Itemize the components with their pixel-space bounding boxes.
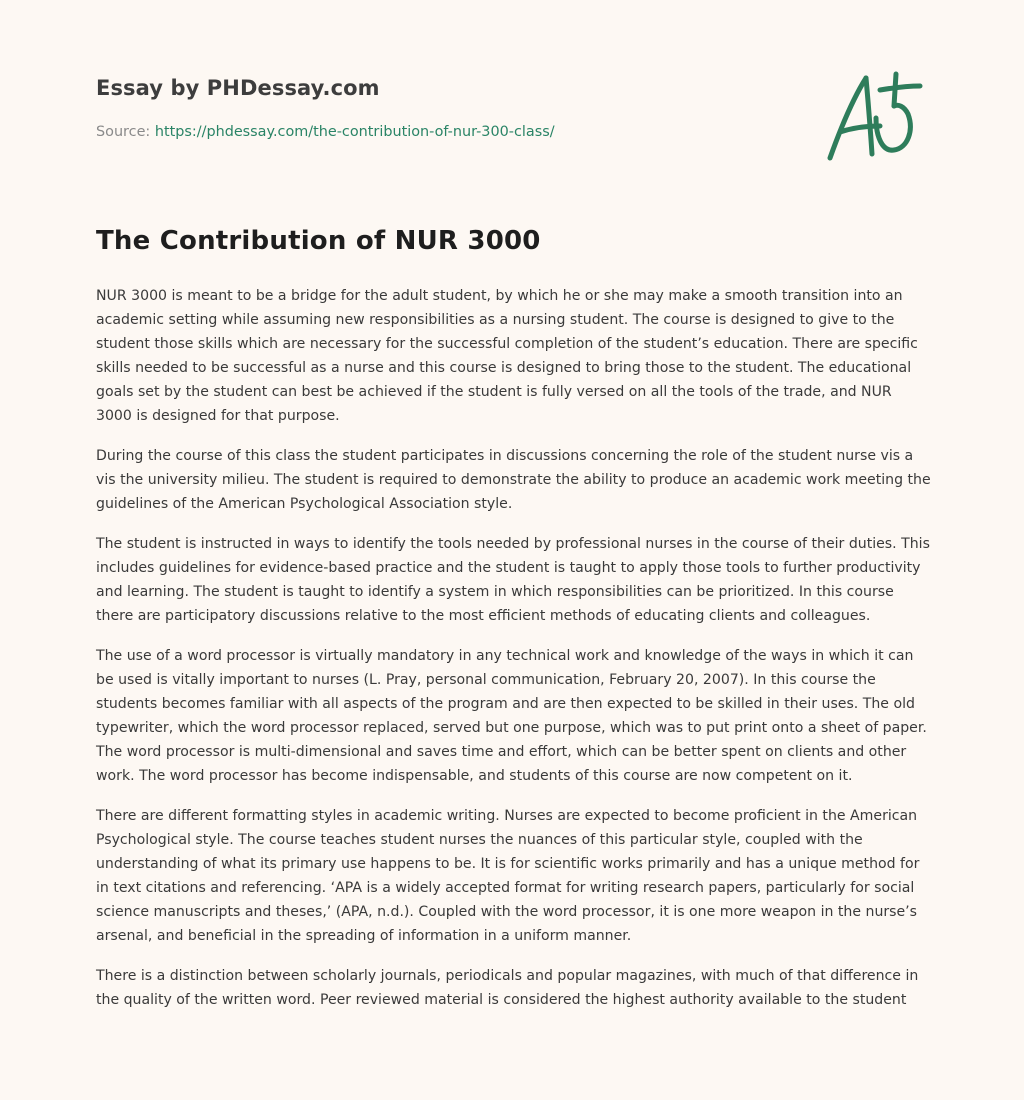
source-line — [96, 124, 555, 140]
paragraph: There is a distinction between scholarly journals, periodicals and popular magazines, with much of that difference in the quality of the written word. Peer reviewed material is considered the highest authority available to the student — [96, 968, 919, 1008]
paragraph: The student is instructed in ways to identify the tools needed by professional nurses in the course of their duties. This includes guidelines for evidence-based practice and the student is taught to apply those tools to further productivity and learning. The student is taught to identify a system in which responsibilities can be prioritized. In this course there are participatory discussions relative to the most efficient methods of educating clients and colleagues. — [96, 536, 930, 624]
source-label: Source: — [96, 124, 155, 140]
source-link[interactable]: https://phdessay.com/the-contribution-of-nur-300-class/ — [154, 124, 555, 140]
paragraph: The use of a word processor is virtually mandatory in any technical work and knowledge of the ways in which it can be used is vitally important to nurses (L. Pray, personal communication, February 20, 2007). In this course the students becomes familiar with all aspects of the program and are then expected to be skilled in their uses. The old typewriter, which the word processor replaced, served but one purpose, which was to put print onto a sheet of paper. The word processor is multi-dimensional and saves time and effort, which can be better spent on clients and other work. The word processor has become indispensable, and students of this course are now competent on it. — [96, 648, 927, 784]
paragraph: NUR 3000 is meant to be a bridge for the adult student, by which he or she may make a smooth transition into an academic setting while assuming new responsibilities as a nursing student. The course is designed to give to the student those skills which are necessary for the successful completion of the student’s education. There are specific skills needed to be successful as a nurse and this course is designed to bring those to the student. The educational goals set by the student can best be achieved if the student is fully versed on all the tools of the trade, and NUR 3000 is designed for that purpose. — [96, 288, 918, 424]
paragraph: During the course of this class the student participates in discussions concerning the role of the student nurse vis a vis the university milieu. The student is required to demonstrate the ability to produce an academic work meeting the guidelines of the American Psychological Association style. — [96, 448, 931, 512]
article-title: The Contribution of NUR 3000 — [96, 226, 541, 256]
paragraph: There are different formatting styles in academic writing. Nurses are expected to become proficient in the American Psychological style. The course teaches student nurses the nuances of this particular style, coupled with the understanding of what its primary use happens to be. It is for scientific works primarily and has a unique method for in text citations and referencing. ‘APA is a widely accepted format for writing research papers, particularly for social science manuscripts and theses,’ (APA, n.d.). Coupled with the word processor, it is one more weapon in the nurse’s arsenal, and beneficial in the spreading of information in a uniform manner. — [96, 808, 920, 944]
a-plus-logo-icon — [822, 66, 926, 166]
article-body — [96, 284, 932, 1028]
site-brand: Essay by PHDessay.com — [96, 76, 380, 100]
